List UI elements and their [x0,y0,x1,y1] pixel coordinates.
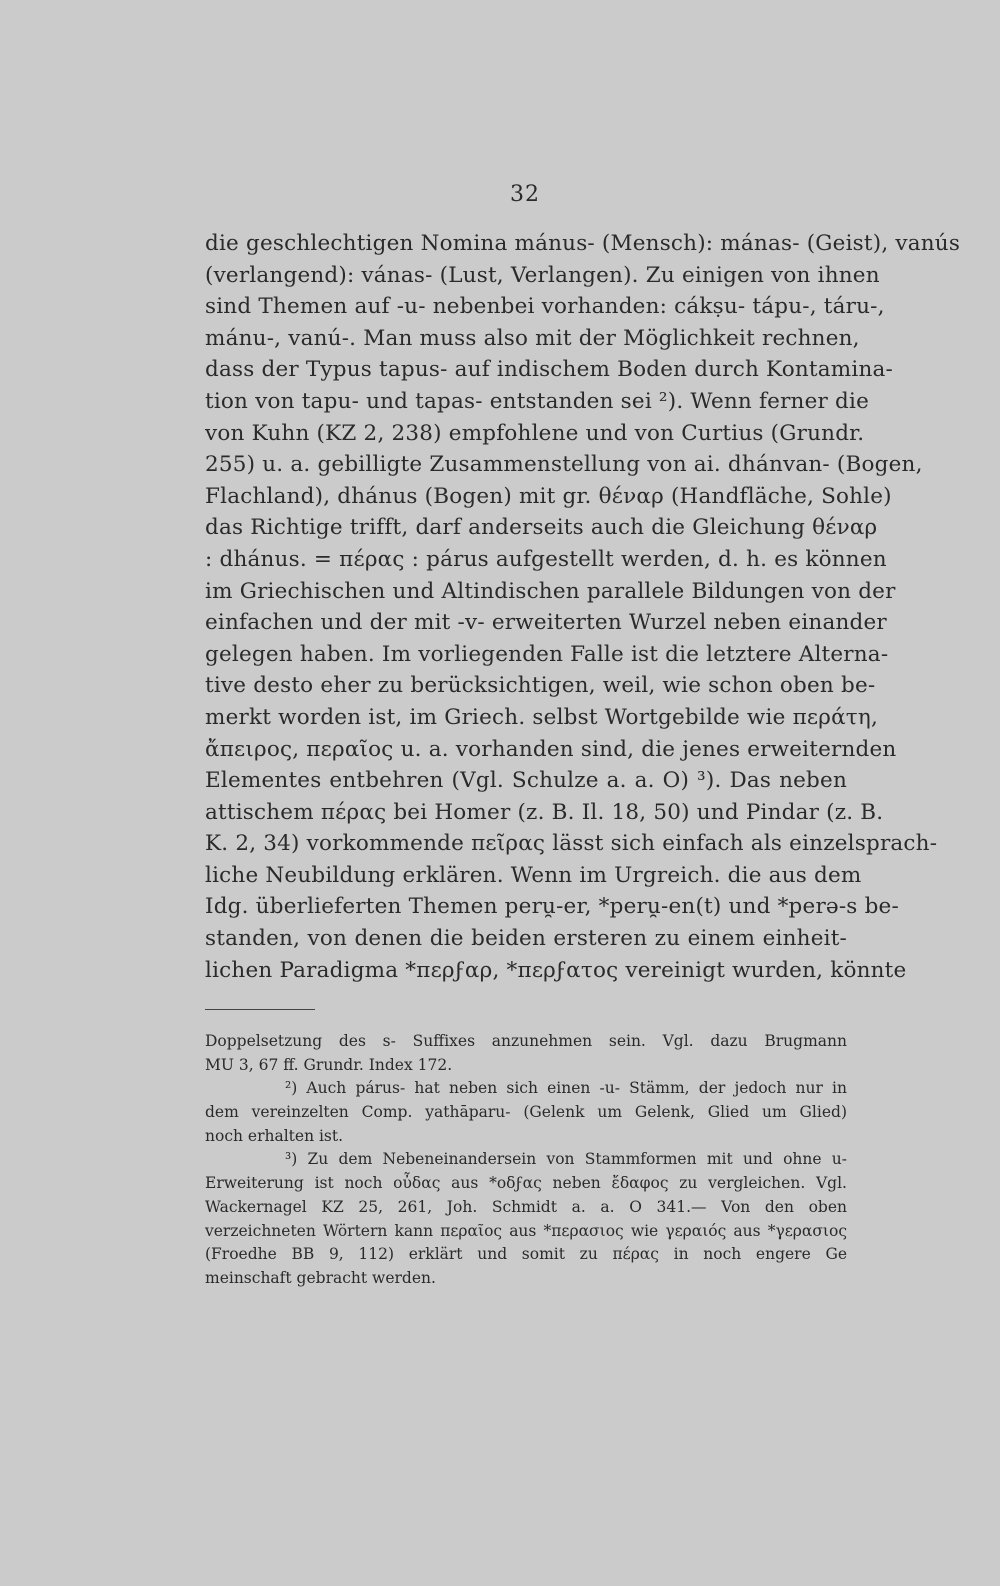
text-line: : dhánus. = πέρας : párus aufgestellt werden, d. h. es können [205,546,887,572]
footnotes-block [205,1030,847,1291]
footnote-line: verzeichneten Wörtern kann περαῖος aus *περασιος wie γεραιός aus *γερασιος [205,1221,847,1240]
text-line: standen, von denen die beiden ersteren zu einem einheit- [205,926,847,952]
text-line: gelegen haben. Im vorliegenden Falle ist die letztere Alterna- [205,641,889,667]
footnote-separator [205,1009,315,1010]
text-line: Idg. überlieferten Themen peru̯-er, *peru̯-en(t) und *perə-s be- [205,894,899,920]
text-line: einfachen und der mit -v- erweiterten Wurzel neben einander [205,610,887,636]
text-line: die geschlechtigen Nomina mánus- (Mensch): mánas- (Geist), vanús [205,231,961,256]
page-number: 32 [510,182,540,207]
text-line: Elementes entbehren (Vgl. Schulze a. a. O) ³). Das neben [205,768,847,794]
text-line: liche Neubildung erklären. Wenn im Urgreich. die aus dem [205,862,862,888]
text-line: tion von tapu- und tapas- entstanden sei ²). Wenn ferner die [205,388,870,414]
footnote-line: Doppelsetzung des s- Suffixes anzunehmen sein. Vgl. dazu Brugmann [205,1032,847,1050]
text-line: sind Themen auf -u- nebenbei vorhanden: cákṣu- tápu-, táru-, [205,294,885,320]
text-line: lichen Paradigma *περϝαρ, *περϝατος vereinigt wurden, könnte [205,957,907,983]
footnote-line: ²) Auch párus- hat neben sich einen -u- Stämm, der jedoch nur in [285,1079,847,1098]
text-line: das Richtige trifft, darf anderseits auch die Gleichung θέναρ [205,515,878,541]
footnote-line: noch erhalten ist. [205,1126,344,1145]
footnote-line: meinschaft gebracht werden. [205,1268,436,1287]
text-line: ἄπειρος, περαῖος u. a. vorhanden sind, die jenes erweiternden [205,736,897,762]
text-line: K. 2, 34) vorkommende πεῖρας lässt sich einfach als einzelsprach- [205,831,938,857]
text-line: mánu-, vanú-. Man muss also mit der Möglichkeit rechnen, [205,325,860,351]
text-line: von Kuhn (KZ 2, 238) empfohlene und von Curtius (Grundr. [205,420,865,446]
footnote-line: MU 3, 67 ff. Grundr. Index 172. [205,1055,453,1074]
main-text-block [205,228,961,986]
text-line: (verlangend): vánas- (Lust, Verlangen). Zu einigen von ihnen [205,262,880,288]
text-line: 255) u. a. gebilligte Zusammenstellung von ai. dhánvan- (Bogen, [205,452,923,478]
text-line: attischem πέρας bei Homer (z. B. Il. 18, 50) und Pindar (z. B. [205,799,884,825]
text-line: im Griechischen und Altindischen parallele Bildungen von der [205,578,896,604]
text-line: Flachland), dhánus (Bogen) mit gr. θέναρ (Handfläche, Sohle) [205,483,892,509]
text-line: dass der Typus tapus- auf indischem Boden durch Kontamina- [205,357,893,383]
footnote-line: Erweiterung ist noch οὖδας aus *οδϝας neben ἔδαφος zu vergleichen. Vgl. [205,1174,847,1193]
footnote-line: (Froedhe BB 9, 112) erklärt und somit zu πέρας in noch engere Ge [205,1245,847,1264]
footnote-line: Wackernagel KZ 25, 261, Joh. Schmidt a. a. O 341.— Von den oben [205,1197,847,1216]
footnote-line: ³) Zu dem Nebeneinandersein von Stammformen mit und ohne u- [285,1150,847,1169]
text-line: tive desto eher zu berücksichtigen, weil, wie schon oben be- [205,673,876,699]
text-line: merkt worden ist, im Griech. selbst Wortgebilde wie περάτη, [205,704,879,730]
footnote-line: dem vereinzelten Comp. yathāparu- (Gelenk um Gelenk, Glied um Glied) [205,1103,847,1122]
